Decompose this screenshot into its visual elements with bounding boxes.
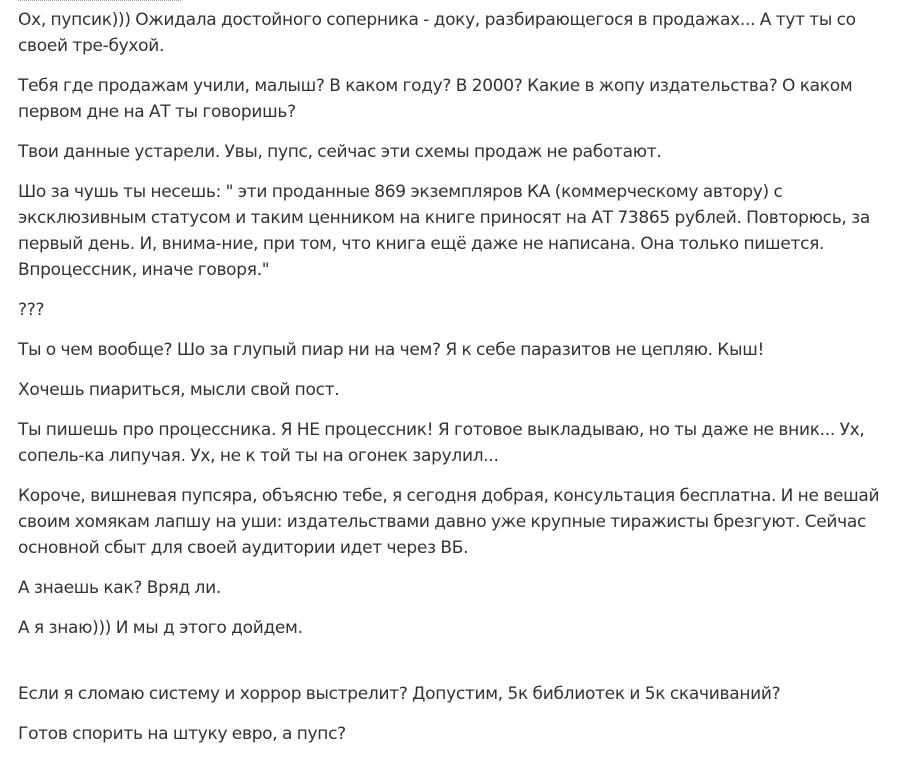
comment-paragraph: Твои данные устарели. Увы, пупс, сейчас эти схемы продаж не работают. (18, 142, 662, 162)
comment-paragraph: Готов спорить на штуку евро, а пупс? (18, 724, 346, 744)
comment-paragraph: А я знаю))) И мы д этого дойдем. (18, 618, 303, 638)
comment-paragraph: Шо за чушь ты несешь: " эти проданные 869 экземпляров КА (коммерческому автору) с эксклюзивным статусом и таким ценником на книге приносят на АТ 73865 рублей. Повторюсь, за первый день. И, внима-ние, при том, что книга ещё даже не написана. Она только пишется. Впроцессник, иначе говоря." (18, 182, 870, 280)
comment-paragraph: Короче, вишневая пупсяра, объясню тебе, я сегодня добрая, консультация бесплатна. И не вешай своим хомякам лапшу на уши: издательствами давно уже крупные тиражисты брезгуют. Сейчас основной сбыт для своей аудитории идет через ВБ. (18, 486, 880, 558)
comment-paragraph: Если я сломаю систему и хоррор выстрелит? Допустим, 5к библиотек и 5к скачиваний? (18, 684, 781, 704)
comment-paragraph: Ох, пупсик))) Ожидала достойного соперника - доку, разбирающегося в продажах... А тут ты со своей тре-бухой. (18, 10, 856, 56)
comment-paragraph: Ты о чем вообще? Шо за глупый пиар ни на чем? Я к себе паразитов не цепляю. Кыш! (18, 340, 764, 360)
comment-body (18, 7, 892, 761)
comment-paragraph: Ты пишешь про процессника. Я НЕ процессник! Я готовое выкладываю, но ты даже не вник... Ух, сопель-ка липучая. Ух, не к той ты на огонек зарулил... (18, 420, 865, 466)
top-divider (18, 0, 181, 1)
comment-paragraph: Тебя где продажам учили, малыш? В каком году? В 2000? Какие в жопу издательства? О каком первом дне на АТ ты говоришь? (18, 76, 853, 122)
comment-paragraph: Хочешь пиариться, мысли свой пост. (18, 380, 340, 400)
comment-paragraph: ??? (18, 300, 45, 320)
comment-paragraph: А знаешь как? Вряд ли. (18, 578, 221, 598)
